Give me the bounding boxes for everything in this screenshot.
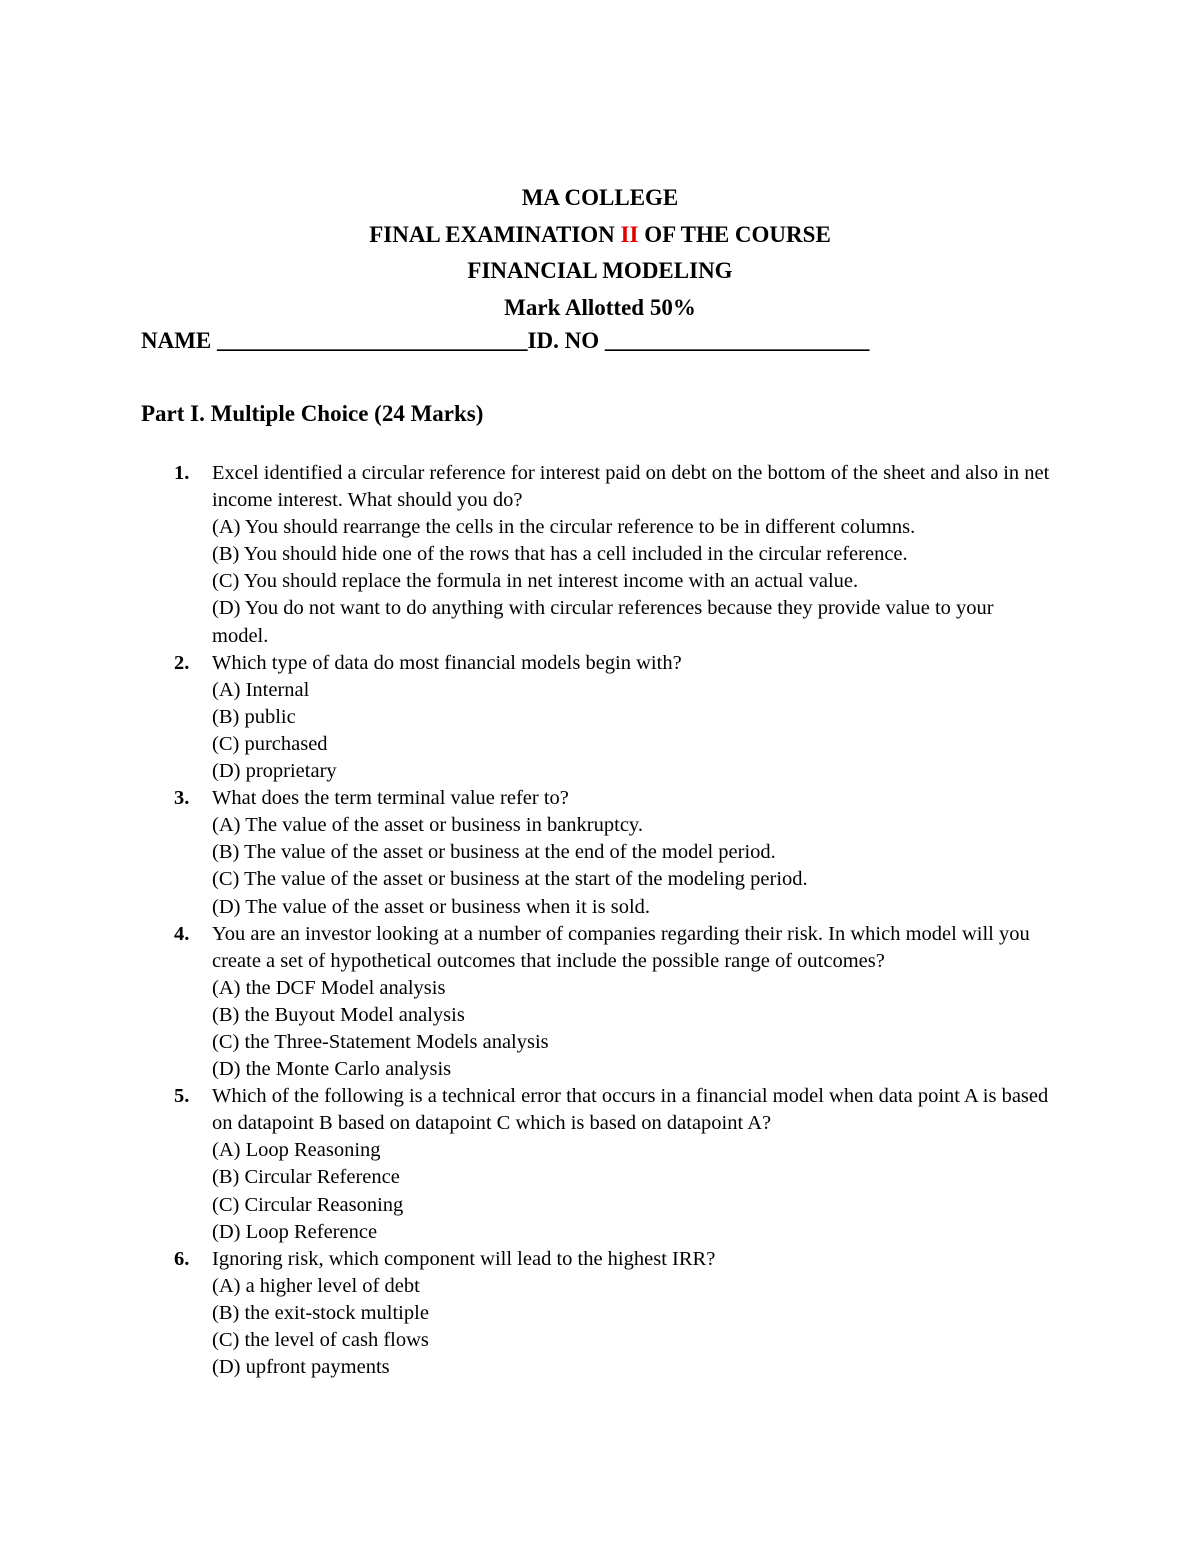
id-blank: _______________________	[604, 328, 870, 353]
question-number: 5.	[174, 1085, 190, 1108]
option-a: (A) The value of the asset or business in bankruptcy.	[212, 814, 643, 837]
option-a: (A) Loop Reasoning	[212, 1139, 381, 1162]
option-c: (C) Circular Reasoning	[212, 1193, 404, 1216]
question-number: 2.	[174, 651, 190, 674]
question-5	[141, 1083, 1051, 1246]
question-number: 4.	[174, 922, 190, 945]
part-1-title: Part I. Multiple Choice (24 Marks)	[141, 401, 484, 426]
question-number: 1.	[174, 462, 190, 484]
question-number: 6.	[174, 1247, 190, 1270]
option-d: (D) the Monte Carlo analysis	[212, 1058, 452, 1081]
question-text: Which of the following is a technical error that occurs in a financial model when data point A is based on datapoint B based on datapoint C which is based on datapoint A?	[212, 1085, 1049, 1135]
option-b: (B) the exit-stock multiple	[212, 1301, 429, 1324]
option-c: (C) The value of the asset or business at the start of the modeling period.	[212, 868, 808, 891]
question-1	[141, 460, 1051, 650]
exam-title	[0, 217, 1200, 254]
option-d: (D) Loop Reference	[212, 1220, 378, 1243]
exam-header	[0, 180, 1200, 326]
option-b: (B) the Buyout Model analysis	[212, 1003, 465, 1026]
course-name: FINANCIAL MODELING	[467, 258, 733, 283]
exam-number-roman: II	[620, 221, 639, 247]
question-6	[141, 1246, 1051, 1381]
option-c: (C) purchased	[212, 732, 328, 755]
question-list	[141, 460, 1051, 1381]
college-name: MA COLLEGE	[521, 185, 679, 210]
option-d: (D) proprietary	[212, 760, 337, 783]
question-text: Ignoring risk, which component will lead to the highest IRR?	[212, 1247, 716, 1270]
question-text: Which type of data do most financial models begin with?	[212, 651, 682, 674]
option-b: (B) public	[212, 705, 296, 728]
option-a: (A) a higher level of debt	[212, 1274, 420, 1297]
option-c: (C) You should replace the formula in net interest income with an actual value.	[212, 570, 859, 593]
question-2	[141, 650, 1051, 785]
exam-title-prefix: FINAL EXAMINATION	[369, 221, 621, 247]
option-d: (D) upfront payments	[212, 1356, 390, 1379]
question-text: Excel identified a circular reference for interest paid on debt on the bottom of the sheet and also in net income interest. What should you do?	[212, 462, 1050, 512]
name-label: NAME	[141, 328, 212, 353]
question-number: 3.	[174, 787, 190, 810]
option-b: (B) Circular Reference	[212, 1166, 400, 1189]
name-blank: ___________________________	[217, 328, 528, 353]
exam-title-suffix: OF THE COURSE	[638, 221, 831, 247]
option-a: (A) the DCF Model analysis	[212, 976, 446, 999]
option-c: (C) the level of cash flows	[212, 1329, 429, 1351]
question-4	[141, 921, 1051, 1084]
question-3	[141, 785, 1051, 920]
student-info-row	[141, 323, 869, 359]
option-d: (D) The value of the asset or business when it is sold.	[212, 895, 651, 918]
option-c: (C) the Three-Statement Models analysis	[212, 1030, 549, 1053]
id-label: ID. NO	[527, 328, 600, 353]
option-d: (D) You do not want to do anything with circular references because they provide value to your model.	[212, 597, 994, 647]
option-b: (B) You should hide one of the rows that has a cell included in the circular reference.	[212, 543, 908, 566]
option-b: (B) The value of the asset or business at the end of the model period.	[212, 841, 776, 864]
option-a: (A) You should rearrange the cells in the circular reference to be in different columns.	[212, 516, 916, 539]
option-a: (A) Internal	[212, 678, 310, 701]
question-text: You are an investor looking at a number of companies regarding their risk. In which model will you create a set of hypothetical outcomes that include the possible range of outcomes?	[212, 922, 1030, 972]
question-text: What does the term terminal value refer to?	[212, 787, 569, 810]
mark-allotted: Mark Allotted 50%	[504, 294, 696, 320]
